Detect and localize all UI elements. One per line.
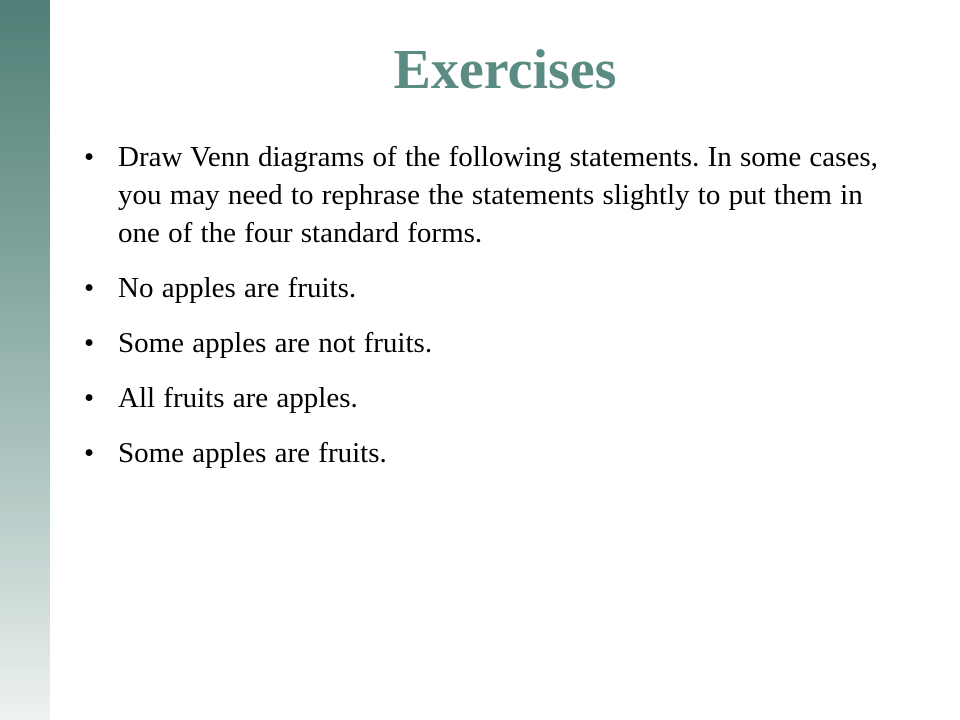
bullet-text: All fruits are apples.: [118, 382, 358, 414]
bullet-icon: •: [84, 382, 95, 414]
decorative-side-bar: [0, 0, 50, 720]
bullet-icon: •: [84, 327, 95, 359]
bullet-item-statement-2: [84, 324, 884, 362]
bullet-icon: •: [84, 141, 95, 173]
bullet-item-statement-3: [84, 379, 884, 417]
bullet-text: Draw Venn diagrams of the following statements. In some cases, you may need to rephrase the statements slightly to put them in one of the four standard forms.: [118, 141, 878, 249]
bullet-icon: •: [84, 437, 95, 469]
bullet-text: No apples are fruits.: [118, 272, 357, 304]
slide-title: Exercises: [393, 39, 617, 101]
bullet-item-statement-1: [84, 269, 884, 307]
bullet-text: Some apples are not fruits.: [118, 327, 433, 359]
bullet-item-statement-4: [84, 434, 884, 472]
bullet-text: Some apples are fruits.: [118, 437, 387, 469]
bullet-icon: •: [84, 272, 95, 304]
bullet-item-instructions: [84, 138, 884, 252]
bullet-list: [84, 138, 884, 489]
